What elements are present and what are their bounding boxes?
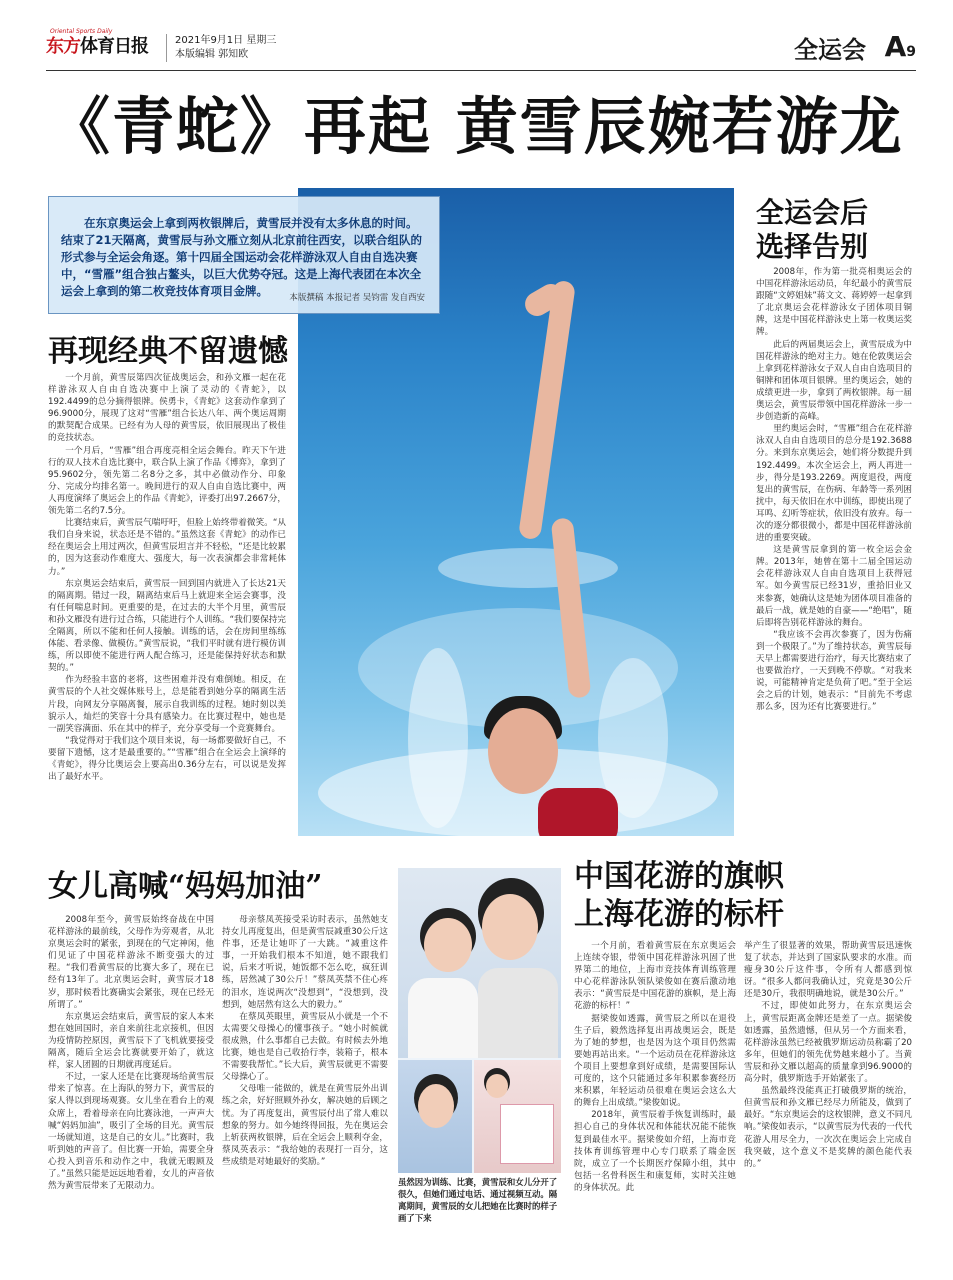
article-column-3b: 母亲蔡凤英接受采访时表示，虽然她支持女儿再度复出，但是黄雪辰减重30公斤这件事，还是让她吓了一大跳。“减重这件事，一开始我们根本不知道，她不跟我们说，后来才听说，她饭都不怎么吃，疯狂训练，居然减了30公斤！”蔡凤英禁不住心疼的泪水，连说两次“没想到”，“没想到，没想到，她居然有这么大的毅力。” 在蔡凤英眼里，黄雪辰从小就是一个不太需要父母操心的懂事孩子。“她小时候就很成熟，什么事都自己去做。有时候去外地比赛，她也是自己收拾行李，装箱子，根本不需要我帮忙。”长大后，黄雪辰就更不需要父母操心了。 父母唯一能做的，就是在黄雪辰外出训练之余，好好照顾外孙女，解决她的后顾之忧。为了再度复出，黄雪辰付出了常人难以想象的努力。如今她终得回报，先在奥运会上斩获两枚银牌，后在全运会上顺利夺金，蔡凤英表示：“我给她的表现打一百分，这些成绩是对她最好的奖励。” [222,915,388,1167]
logo-red-text: 东方 [46,36,80,57]
section-heading-daughter: 女儿高喊“妈妈加油” [48,869,323,904]
section-label: 全运会 [794,36,866,64]
page-editor: 本版编辑 郭知欧 [175,49,249,60]
main-headline: 《青蛇》再起 黄雪辰婉若游龙 [48,90,904,163]
masthead [46,30,916,72]
page-number: A9 [884,30,916,63]
section-heading-classic: 再现经典不留遗憾 [48,334,288,369]
section-heading-farewell: 全运会后 选择告别 [756,196,869,263]
article-column-5: 举产生了很显著的效果，帮助黄雪辰迅速恢复了状态，并达到了国家队要求的水准。而瘦身30公斤这件事，令所有人都感到惊讶。“很多人都问我确认过，究竟是30公斤还是30斤，我很明确地说，就是30公斤。” 不过，即使如此努力，在东京奥运会上，黄雪辰距离金牌还是差了一点。据梁俊如透露，虽然遗憾，但从另一个方面来看，花样游泳虽然已经被俄罗斯运动员称霸了20多年，但她们的领先优势越来越小了。当黄雪辰和孙文雁以超高的质量拿到96.9000的高分时，俄罗斯选手开始紧张了。 虽然最终没能真正打破俄罗斯的统治，但黄雪辰和孙文雁已经尽力所能及，做到了最好。“东京奥运会的这枚银牌，意义不同凡响。”梁俊如表示，“以黄雪辰为代表的一代代花游人用尽全力，一次次在奥运会上完成自我突破，这个意义不是奖牌的颜色能代表的。” [744,941,912,1169]
article-column-3a: 2008年至今，黄雪辰始终奋战在中国花样游泳的最前线，父母作为旁观者，从北京奥运会时的紧张，到现在的气定神闲，他们见证了中国花样游泳不断变强大的过程。“我们看黄雪辰的比赛大多了，现在已经有13年了。北京奥运会时，黄雪辰才18岁，那时候看比赛确实会紧张，现在已经无所谓了。” 东京奥运会结束后，黄雪辰的家人本来想在她回国时，亲自来前往北京接机，但因为疫情防控原因，黄雪辰下了飞机就要接受隔离，随后全运会比赛就要开始了，就这样，家人团圆的日期就再度延后。 不过，一家人还是在比赛现场给黄雪辰带来了惊喜。在上海队的努力下，黄雪辰的家人得以到现场观赛。女儿坐在看台上的观众席上，看着母亲在向比赛泳池，一声声大喊“妈妈加油”，吸引了全场的目光。黄雪辰一场就知道，这是自己的女儿。”比赛时，我听到她的声音了。但比赛一开始，需要全身心投入到音乐和动作之中，我就无暇顾及了。”虽然只能是远远地看着，女儿的声音依然为黄雪辰带来了无限动力。 [48,915,214,1192]
article-column-right: 2008年，作为第一批亮相奥运会的中国花样游泳运动员，年纪最小的黄雪辰跟随“文婷姐妹”蒋文文、蒋婷婷一起拿到了北京奥运会花样游泳女子团体项目铜牌，这是中国花样游泳史上第一枚奥运奖牌。 此后的两届奥运会上，黄雪辰成为中国花样游泳的绝对主力。她在伦敦奥运会上拿到花样游泳女子双人自由自选项目的铜牌和团体项目银牌。里约奥运会，她的成绩更进一步，拿到了两枚银牌。每一届奥运会，黄雪辰带领中国花样游泳一步一步创造新的高峰。 里约奥运会时，“雪雁”组合在花样游泳双人自由自选项目的总分是192.3688分。来到东京奥运会，她们将分数提升到192.4499。本次全运会上，两人再进一步，得分是193.2269。两度退役，两度复出的黄雪辰，在伤病、年龄等一系列困扰中，每天依旧在水中训练，即使出现了耳鸣、幻听等症状，依旧没有放弃。每一次的逐分都很微小，都是中国花样游泳前进的重要突破。 这是黄雪辰拿到的第一枚全运会金牌。2013年，她曾在第十二届全国运动会花样游泳双人自由自选项目上获得冠军。如今黄雪辰已经31岁，重拾旧业又来参赛，她确认这是她为团体项目准备的最后一战，就是她的自豪——“绝唱”，随后即将告别花样游泳的舞台。 “我应该不会再次参赛了，因为伤痛到一个极限了。”为了维持状态，黄雪辰每天早上都需要进行治疗，每天比赛结束了也要做治疗，一天到晚不停歇。“对我来说，可能精神肯定是负荷了吧。”至于全运会之后的计划，她表示：“目前先不考虑那么多，因为还有比赛要进行。” [756,267,912,713]
photo-caption: 虽然因为训练、比赛，黄雪辰和女儿分开了很久，但她们通过电话、通过视频互动。隔离期间，黄雪辰的女儿把她在比赛时的样子画了下来 [398,1177,558,1223]
dateline [166,34,276,62]
article-column-1: 一个月前，黄雪辰第四次征战奥运会，和孙文雁一起在花样游泳双人自由自选决赛中上演了灵动的《青蛇》，以192.4499的总分摘得银牌。侯勇卡，《青蛇》这套动作拿到了96.9000分，展现了这对“雪雁”组合长达八年、两个奥运周期的默契配合成果。已经有为人母的黄雪辰，依旧展现出了极佳的竞技状态。 一个月后，“雪雁”组合再度亮相全运会舞台。昨天下午进行的双人技术自选比赛中，联合队上演了作品《博弈》，拿到了95.9602分，领先第二名8分之多，其中必做动作分、印象分、完成分均排名第一。晚间进行的双人自由自选比赛中，两人再度演绎了奥运会上的作品《青蛇》，评委打出97.2667分，领先第二名约7.5分。 比赛结束后，黄雪辰气喘吁吁，但脸上始终带着微笑。“从我们自身来说，状态还是不错的。”虽然这套《青蛇》的动作已经在奥运会上用过两次，但黄雪辰坦言并不轻松，“还是比较累的，因为这套动作难度大、强度大，每一次表演都会非常耗体力。” 东京奥运会结束后，黄雪辰一回到国内就进入了长达21天的隔离期。错过一段，隔离结束后马上就迎来全运会赛事，没有任何喘息时间。更重要的是，在过去的大半个月里，黄雪辰和孙文雁没有进行过合练，只能进行个人训练。“我们要保持完全隔离，所以不能和任何人接触。训练的话，会在房间里练练体能、看录像、做模仿。”黄雪辰说，“我们平时就有进行模仿训练，所以即使不能进行两人配合练习，还是能保持好状态和默契的。” 作为经验丰富的老将，这些困难并没有难倒她。相反，在黄雪辰的个人社交媒体账号上，总是能看到她分享的隔离生活片段，向网友分享隔离餐，展示自我训练的过程。她时刻以美貌示人，灿烂的笑容十分具有感染力。在比赛过程中，她也是一副笑容满面、乐在其中的样子，充分享受每一个竞赛舞台。 “我觉得对于我们这个项目来说，每一场都要做好自己，不要留下遗憾，这才是最重要的。”“雪雁”组合在全运会上演绎的《青蛇》，得分比奥运会上要高出0.36分左右，可以说是发挥出了最好水平。 [48,373,286,783]
intro-text: 在东京奥运会上拿到两枚银牌后，黄雪辰并没有太多休息的时间。结束了21天隔离，黄雪辰与孙文雁立刻从北京前往西安，以联合组队的形式参与全运会角逐。第十四届全国运动会花样游泳双人自由自选决赛中，“雪雁”组合独占鳌头，以巨大优势夺冠。这是上海代表团在本次全运会上拿到的第二枚竞技体育项目金牌。 [61,216,422,298]
issue-date: 2021年9月1日 星期三 [175,35,277,46]
article-column-4: 一个月前，看着黄雪辰在东京奥运会上连续夺银，带领中国花样游泳巩固了世界第二的地位，上海市竞技体育训练管理中心花样游泳队领队梁俊如在赛后激动地表示：“黄雪辰是中国花游的旗帜，是上海花游的标杆！” 据梁俊如透露，黄雪辰之所以在退役生子后，毅然选择复出再战奥运会，既是为了她的梦想，也是因为这个项目仍然需要她再站出来。“一个运动员在花样游泳这个项目上要想拿到好成绩，是需要国际认可度的，这个只能通过多年积累参赛经历来积累，年轻运动员很难在奥运会这么大的舞台上出成绩。”梁俊如说。 2018年，黄雪辰着手恢复训练时，最担心自己的身体状况和体能状况能不能恢复到最佳水平。据梁俊如介绍，上海市竞技体育训练管理中心专门联系了瑞金医院，成立了一个长期医疗保障小组，其中包括一名骨科医生和康复师，实时关注她的身体状况。此 [574,941,736,1193]
byline: 本版撰稿 本报记者 吴钧雷 发自西安 [289,293,425,303]
logo-black-text: 体育日报 [80,36,148,57]
masthead-rule [46,70,916,71]
newspaper-logo [46,32,148,58]
section-heading-flag: 中国花游的旗帜 上海花游的标杆 [574,859,784,932]
family-photo [398,868,561,1173]
logo-english: Oriental Sports Daily [50,28,113,35]
intro-box [48,196,440,314]
